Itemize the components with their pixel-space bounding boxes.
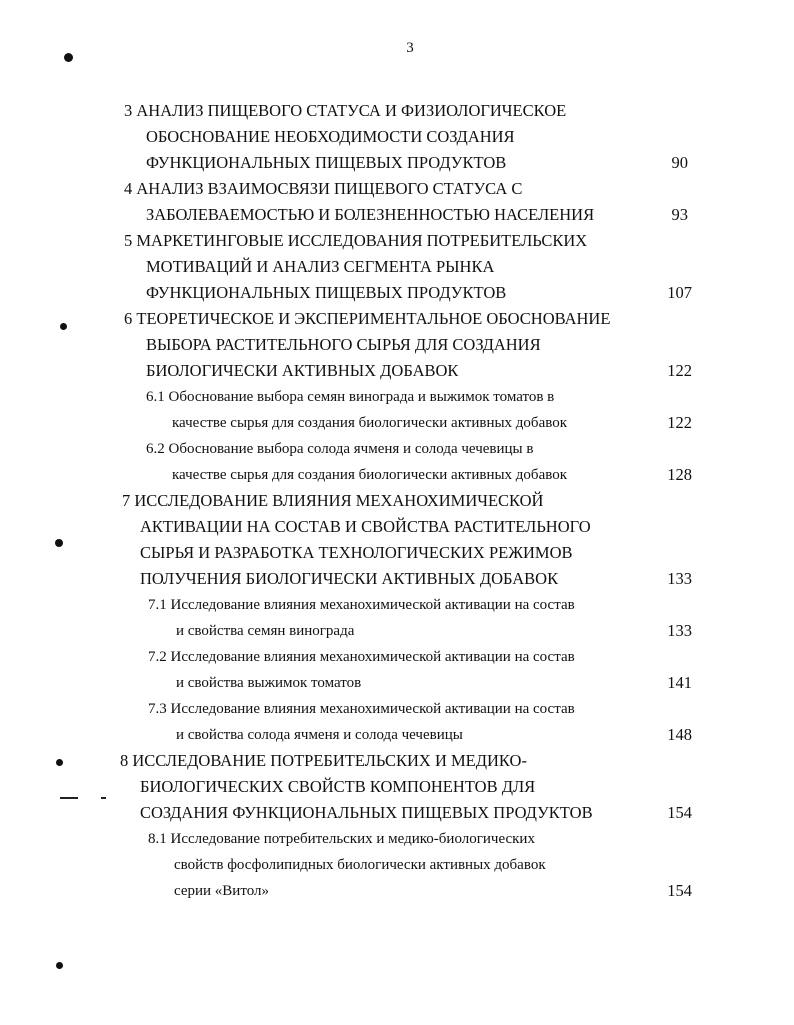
scan-mark-dash xyxy=(60,797,78,799)
table-of-contents xyxy=(0,98,794,904)
toc-entry-6-2-cont xyxy=(0,462,794,488)
toc-entry-7-cont xyxy=(0,566,794,592)
scan-mark-dash xyxy=(101,797,106,799)
toc-line: ФУНКЦИОНАЛЬНЫХ ПИЩЕВЫХ ПРОДУКТОВ xyxy=(146,153,507,172)
toc-page-number: 122 xyxy=(667,413,692,432)
toc-line: МОТИВАЦИЙ И АНАЛИЗ СЕГМЕНТА РЫНКА xyxy=(146,257,495,276)
toc-line: 8.1 Исследование потребительских и медико-биологических xyxy=(148,831,535,847)
scan-mark-dot xyxy=(55,539,63,547)
toc-line: 6.2 Обоснование выбора солода ячменя и солода чечевицы в xyxy=(146,441,534,457)
toc-entry-7-cont xyxy=(0,540,794,566)
toc-line: ВЫБОРА РАСТИТЕЛЬНОГО СЫРЬЯ ДЛЯ СОЗДАНИЯ xyxy=(146,335,541,354)
toc-page-number: 154 xyxy=(667,881,692,900)
page-number: 3 xyxy=(406,40,414,56)
toc-line: ФУНКЦИОНАЛЬНЫХ ПИЩЕВЫХ ПРОДУКТОВ xyxy=(146,283,507,302)
toc-entry-7-3 xyxy=(0,696,794,722)
toc-entry-8-cont xyxy=(0,774,794,800)
toc-line: 6 ТЕОРЕТИЧЕСКОЕ И ЭКСПЕРИМЕНТАЛЬНОЕ ОБОСНОВАНИЕ xyxy=(124,309,611,328)
toc-page-number: 141 xyxy=(667,673,692,692)
toc-entry-4-cont xyxy=(0,202,794,228)
toc-page-number: 133 xyxy=(667,569,692,588)
toc-line: 7.2 Исследование влияния механохимической активации на состав xyxy=(148,649,575,665)
toc-page-number: 90 xyxy=(671,153,688,172)
toc-entry-7-1-cont xyxy=(0,618,794,644)
toc-entry-6-1-cont xyxy=(0,410,794,436)
toc-line: качестве сырья для создания биологически активных добавок xyxy=(172,467,567,483)
toc-line: свойств фосфолипидных биологически активных добавок xyxy=(174,857,546,873)
scan-mark-dot xyxy=(56,962,63,969)
scan-mark-dot xyxy=(56,759,63,766)
toc-page-number: 148 xyxy=(667,725,692,744)
toc-entry-6-1 xyxy=(0,384,794,410)
toc-entry-7-2 xyxy=(0,644,794,670)
toc-line: серии «Витол» xyxy=(174,883,269,899)
toc-line: качестве сырья для создания биологически активных добавок xyxy=(172,415,567,431)
toc-entry-8-1-cont xyxy=(0,852,794,878)
toc-entry-8-1 xyxy=(0,826,794,852)
toc-entry-5-cont xyxy=(0,254,794,280)
toc-entry-8-cont xyxy=(0,800,794,826)
toc-line: 6.1 Обоснование выбора семян винограда и выжимок томатов в xyxy=(146,389,555,405)
toc-page-number: 122 xyxy=(667,361,692,380)
toc-entry-7-3-cont xyxy=(0,722,794,748)
toc-page-number: 93 xyxy=(671,205,688,224)
toc-line: и свойства семян винограда xyxy=(176,623,355,639)
toc-entry-5 xyxy=(0,228,794,254)
toc-line: 3 АНАЛИЗ ПИЩЕВОГО СТАТУСА И ФИЗИОЛОГИЧЕСКОЕ xyxy=(124,101,567,120)
toc-page-number: 133 xyxy=(667,621,692,640)
toc-line: СОЗДАНИЯ ФУНКЦИОНАЛЬНЫХ ПИЩЕВЫХ ПРОДУКТОВ xyxy=(140,803,593,822)
toc-line: БИОЛОГИЧЕСКИХ СВОЙСТВ КОМПОНЕНТОВ ДЛЯ xyxy=(140,777,536,796)
toc-entry-6-cont xyxy=(0,358,794,384)
toc-entry-7 xyxy=(0,488,794,514)
toc-line: АКТИВАЦИИ НА СОСТАВ И СВОЙСТВА РАСТИТЕЛЬНОГО xyxy=(140,517,591,536)
toc-line: 8 ИССЛЕДОВАНИЕ ПОТРЕБИТЕЛЬСКИХ И МЕДИКО- xyxy=(120,751,527,770)
toc-entry-6-cont xyxy=(0,332,794,358)
toc-line: ПОЛУЧЕНИЯ БИОЛОГИЧЕСКИ АКТИВНЫХ ДОБАВОК xyxy=(140,569,559,588)
toc-line: БИОЛОГИЧЕСКИ АКТИВНЫХ ДОБАВОК xyxy=(146,361,459,380)
scan-mark-dot xyxy=(60,323,67,330)
toc-entry-3 xyxy=(0,98,794,124)
toc-page-number: 154 xyxy=(667,803,692,822)
toc-line: 7 ИССЛЕДОВАНИЕ ВЛИЯНИЯ МЕХАНОХИМИЧЕСКОЙ xyxy=(122,491,544,510)
toc-entry-8 xyxy=(0,748,794,774)
toc-entry-3-cont xyxy=(0,150,794,176)
toc-entry-7-cont xyxy=(0,514,794,540)
toc-line: 7.3 Исследование влияния механохимической активации на состав xyxy=(148,701,575,717)
toc-page-number: 128 xyxy=(667,465,692,484)
toc-line: ЗАБОЛЕВАЕМОСТЬЮ И БОЛЕЗНЕННОСТЬЮ НАСЕЛЕНИЯ xyxy=(146,205,595,224)
toc-entry-7-2-cont xyxy=(0,670,794,696)
toc-line: ОБОСНОВАНИЕ НЕОБХОДИМОСТИ СОЗДАНИЯ xyxy=(146,127,515,146)
toc-entry-5-cont xyxy=(0,280,794,306)
toc-entry-4 xyxy=(0,176,794,202)
scan-mark-dot xyxy=(64,53,73,62)
toc-entry-6-2 xyxy=(0,436,794,462)
toc-line: СЫРЬЯ И РАЗРАБОТКА ТЕХНОЛОГИЧЕСКИХ РЕЖИМОВ xyxy=(140,543,573,562)
toc-line: 4 АНАЛИЗ ВЗАИМОСВЯЗИ ПИЩЕВОГО СТАТУСА С xyxy=(124,179,523,198)
toc-entry-3-cont xyxy=(0,124,794,150)
toc-page-number: 107 xyxy=(667,283,692,302)
toc-line: и свойства выжимок томатов xyxy=(176,675,362,691)
toc-entry-6 xyxy=(0,306,794,332)
toc-entry-8-1-cont xyxy=(0,878,794,904)
toc-line: и свойства солода ячменя и солода чечевицы xyxy=(176,727,463,743)
toc-line: 5 МАРКЕТИНГОВЫЕ ИССЛЕДОВАНИЯ ПОТРЕБИТЕЛЬСКИХ xyxy=(124,231,588,250)
toc-entry-7-1 xyxy=(0,592,794,618)
toc-line: 7.1 Исследование влияния механохимической активации на состав xyxy=(148,597,575,613)
